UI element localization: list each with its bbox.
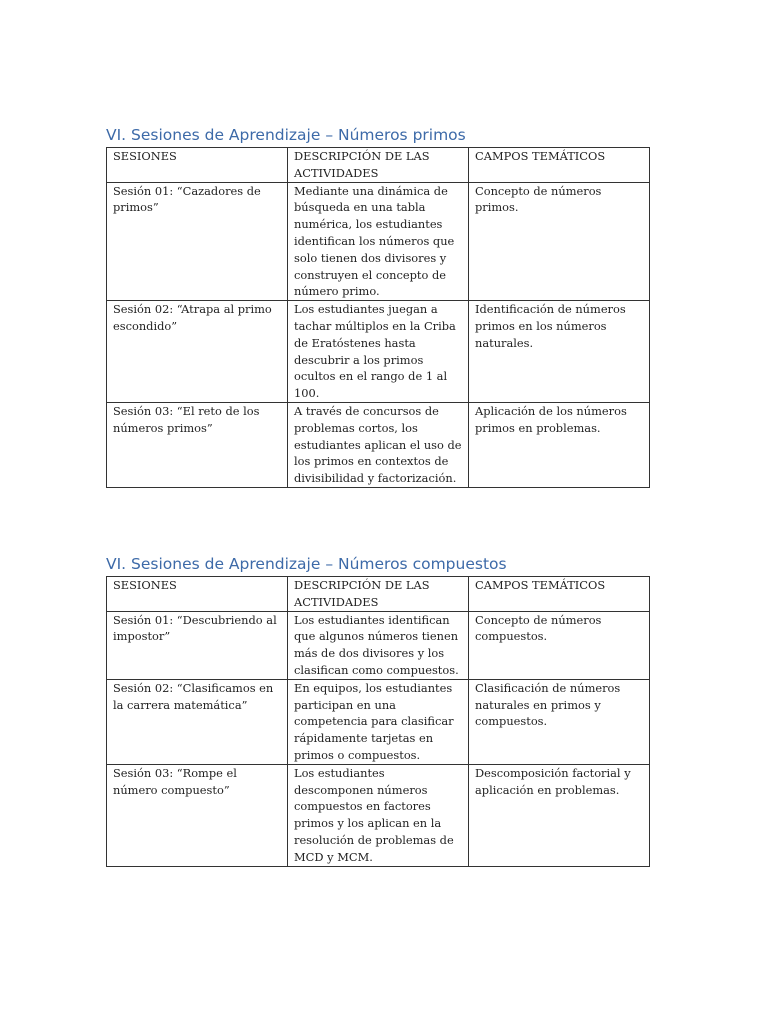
header-sesiones: SESIONES [107, 577, 288, 612]
section-numeros-primos [106, 123, 649, 488]
cell-campos: Concepto de números primos. [469, 182, 650, 301]
header-campos: CAMPOS TEMÁTICOS [469, 577, 650, 612]
header-sesiones: SESIONES [107, 148, 288, 183]
cell-sesion: Sesión 03: “El reto de los números primos” [107, 402, 288, 487]
cell-campos: Descomposición factorial y aplicación en problemas. [469, 764, 650, 866]
cell-sesion: Sesión 02: “Clasificamos en la carrera matemática” [107, 679, 288, 764]
table-row [107, 764, 650, 866]
table-row [107, 402, 650, 487]
table-header-row [107, 148, 650, 183]
cell-sesion: Sesión 03: “Rompe el número compuesto” [107, 764, 288, 866]
table-row [107, 611, 650, 679]
cell-sesion: Sesión 01: “Descubriendo al impostor” [107, 611, 288, 679]
cell-sesion: Sesión 02: “Atrapa al primo escondido” [107, 301, 288, 403]
table-row [107, 301, 650, 403]
header-descripcion: DESCRIPCIÓN DE LAS ACTIVIDADES [288, 148, 469, 183]
table-row [107, 679, 650, 764]
cell-campos: Aplicación de los números primos en problemas. [469, 402, 650, 487]
section-title: VI. Sesiones de Aprendizaje – Números primos [106, 126, 466, 144]
sessions-table [106, 147, 650, 488]
header-descripcion: DESCRIPCIÓN DE LAS ACTIVIDADES [288, 577, 469, 612]
cell-campos: Concepto de números compuestos. [469, 611, 650, 679]
table-header-row [107, 577, 650, 612]
cell-campos: Identificación de números primos en los números naturales. [469, 301, 650, 403]
cell-campos: Clasificación de números naturales en primos y compuestos. [469, 679, 650, 764]
cell-descripcion: Los estudiantes identifican que algunos números tienen más de dos divisores y los clasifican como compuestos. [288, 611, 469, 679]
header-campos: CAMPOS TEMÁTICOS [469, 148, 650, 183]
cell-sesion: Sesión 01: “Cazadores de primos” [107, 182, 288, 301]
cell-descripcion: Mediante una dinámica de búsqueda en una tabla numérica, los estudiantes identifican los números que solo tienen dos divisores y construyen el concepto de número primo. [288, 182, 469, 301]
cell-descripcion: Los estudiantes descomponen números compuestos en factores primos y los aplican en la resolución de problemas de MCD y MCM. [288, 764, 469, 866]
table-row [107, 182, 650, 301]
section-title: VI. Sesiones de Aprendizaje – Números compuestos [106, 555, 507, 573]
cell-descripcion: Los estudiantes juegan a tachar múltiplos en la Criba de Eratóstenes hasta descubrir a los primos ocultos en el rango de 1 al 100. [288, 301, 469, 403]
cell-descripcion: En equipos, los estudiantes participan en una competencia para clasificar rápidamente tarjetas en primos o compuestos. [288, 679, 469, 764]
sessions-table [106, 576, 650, 867]
cell-descripcion: A través de concursos de problemas cortos, los estudiantes aplican el uso de los primos en contextos de divisibilidad y factorización. [288, 402, 469, 487]
section-numeros-compuestos [106, 552, 649, 867]
